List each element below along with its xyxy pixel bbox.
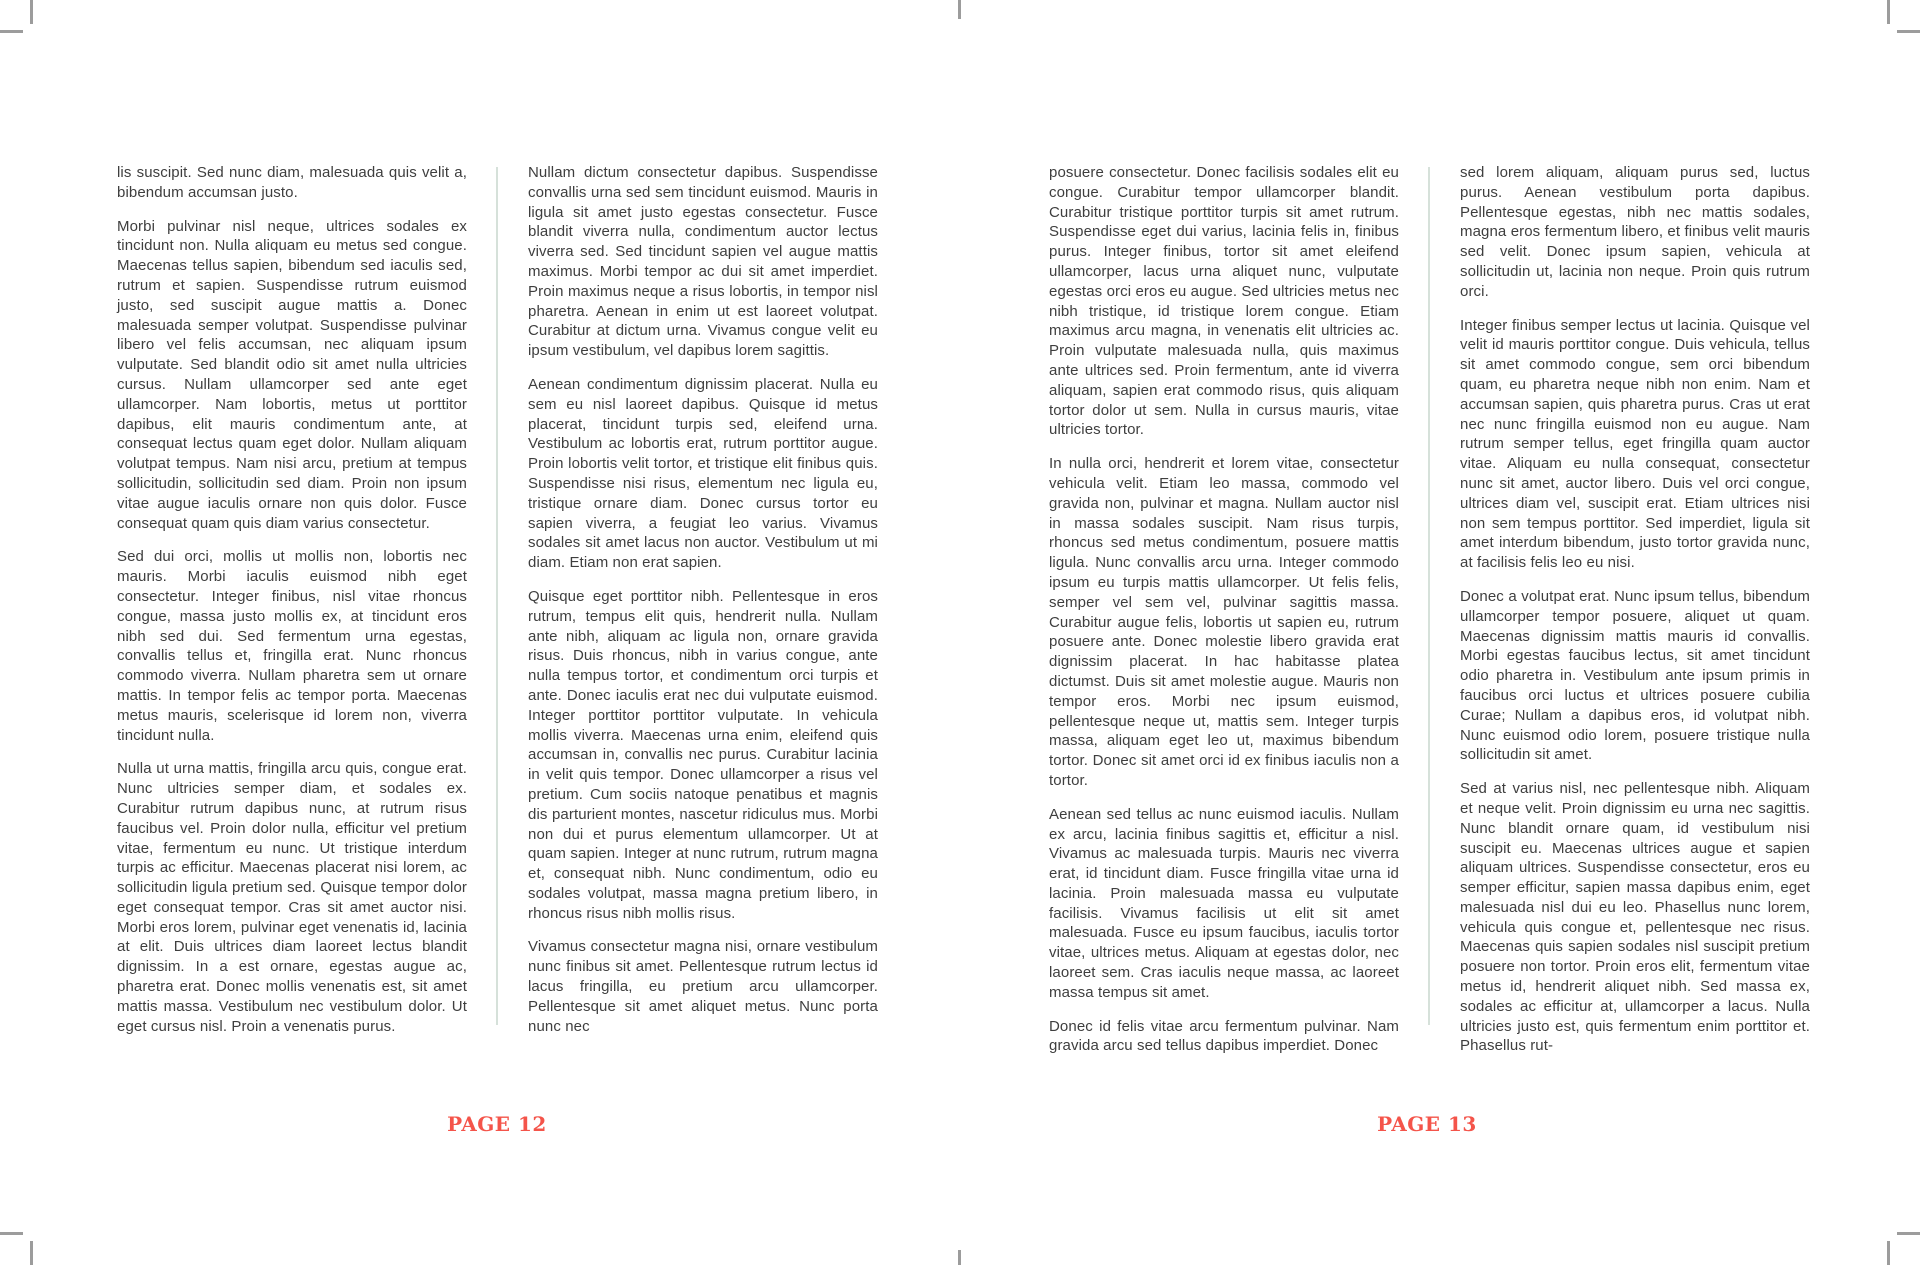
crop-mark-top-right-horizontal	[1897, 30, 1920, 33]
page13-column-1	[1049, 163, 1399, 1056]
paragraph: Integer finibus semper lectus ut lacinia. Quisque vel velit id mauris porttitor congue. Duis vehicula, tellus sit amet commodo congue, sem orci bibendum quam, eu pharetra neque nibh non enim. Nam et accumsan sapien, quis pharetra purus. Cras ut erat nec nunc fringilla euismod non eu augue. Nam rutrum semper tellus, eget fringilla quam auctor vitae. Aliquam eu nulla consequat, consectetur nunc sit amet, auctor libero. Duis vel orci congue, ultrices diam vel, suscipit erat. Etiam ultrices nisi non sem tempus porttitor. Sed imperdiet, ligula sit amet interdum bibendum, justo tortor gravida nunc, at facilisis felis leo eu nisi.	[1460, 316, 1810, 572]
paragraph: Donec a volutpat erat. Nunc ipsum tellus, bibendum ullamcorper tempor posuere, aliquet ut quam. Maecenas dignissim mattis mauris id convallis. Morbi egestas faucibus lectus, sit amet tincidunt odio pharetra in. Vestibulum ante ipsum primis in faucibus orci luctus et ultrices posuere cubilia Curae; Nullam a dapibus eros, id volutpat nibh. Nunc euismod odio lorem, posuere tristique nulla sollicitudin sit amet.	[1460, 587, 1810, 764]
paragraph: Aenean sed tellus ac nunc euismod iaculis. Nullam ex arcu, lacinia finibus sagittis et, efficitur a nisl. Vivamus ac malesuada turpis. Mauris nec viverra erat, id tincidunt diam. Fusce fringilla vitae urna id lacinia. Proin malesuada massa eu vulputate facilisis. Vivamus facilisis ut elit sit amet malesuada. Fusce eu ipsum faucibus, iaculis tortor vitae, ultrices metus. Aliquam at egestas dolor, nec laoreet sem. Cras iaculis neque massa, ac laoreet massa tempus sit amet.	[1049, 805, 1399, 1001]
paragraph: Nullam dictum consectetur dapibus. Suspendisse convallis urna sed sem tincidunt euismod. Mauris in ligula sit amet justo egestas consectetur. Fusce blandit viverra nulla, condimentum auctor lectus viverra sed. Sed tincidunt sapien vel augue mattis maximus. Morbi tempor ac dui sit amet imperdiet. Proin maximus neque a risus lobortis, in tempor nisl pharetra. Aenean in enim ut est laoreet volutpat. Curabitur at dictum urna. Vivamus congue velit eu ipsum vestibulum, vel dapibus lorem sagittis.	[528, 164, 878, 360]
crop-mark-bottom-right-vertical	[1887, 1241, 1890, 1265]
crop-mark-bottom-center-fold	[958, 1250, 961, 1265]
paragraph: Vivamus consectetur magna nisi, ornare vestibulum nunc finibus sit amet. Pellentesque rutrum lectus id lacus fringilla, eu pretium arcu ullamcorper. Pellentesque sit amet aliquet metus. Nunc porta nunc nec	[528, 938, 878, 1035]
paragraph: Morbi pulvinar nisl neque, ultrices sodales ex tincidunt non. Nulla aliquam eu metus sed congue. Maecenas tellus sapien, bibendum sed iaculis sed, rutrum et sapien. Suspendisse rutrum euismod justo, sed suscipit augue mattis a. Donec malesuada semper volutpat. Suspendisse pulvinar libero vel felis accumsan, nec aliquam ipsum vulputate. Sed blandit odio sit amet nulla ultricies cursus. Nullam ullamcorper sed ante eget ullamcorper. Nam lobortis, metus ut porttitor dapibus, elit mauris condimentum ante, at consequat lectus quam eget dolor. Nullam aliquam volutpat tempus. Nam nisi arcu, pretium at tempus sollicitudin, sollicitudin sed diam. Proin non ipsum vitae augue iaculis ornare non quis dolor. Fusce consequat quam quis diam varius consectetur.	[117, 217, 467, 532]
paragraph: Donec id felis vitae arcu fermentum pulvinar. Nam gravida arcu sed tellus dapibus imperdiet. Donec	[1049, 1017, 1399, 1055]
page-number-label: PAGE 12	[447, 1112, 547, 1136]
crop-mark-top-left-horizontal	[0, 30, 23, 33]
paragraph: lis suscipit. Sed nunc diam, malesuada quis velit a, bibendum accumsan justo.	[117, 164, 467, 201]
paragraph: Sed dui orci, mollis ut mollis non, lobortis nec mauris. Morbi iaculis euismod nibh eget consectetur. Integer finibus, nisl vitae rhoncus congue, massa justo mollis ex, at tincidunt eros nibh sed dui. Sed fermentum urna egestas, convallis tellus et, fringilla erat. Nunc rhoncus commodo viverra. Nullam pharetra sem ut ornare mattis. In tempor felis ac tempor porta. Maecenas metus mauris, scelerisque id lorem non, viverra tincidunt nulla.	[117, 548, 467, 744]
paragraph: Quisque eget porttitor nibh. Pellentesque in eros rutrum, tempus elit quis, hendrerit nulla. Nullam ante nibh, aliquam ac ligula non, ornare gravida risus. Duis rhoncus, nibh in varius congue, ante nulla tempus tortor, et condimentum orci turpis et ante. Donec iaculis erat nec dui vulputate euismod. Integer porttitor porttitor vulputate. In vehicula mollis viverra. Maecenas urna enim, eleifend quis accumsan in, convallis nec purus. Curabitur lacinia in velit quis tempor. Donec ullamcorper a risus vel pretium. Cum sociis natoque penatibus et magnis dis parturient montes, nascetur ridiculus mus. Morbi non dui et purus elementum ullamcorper. Ut at quam sapien. Integer at nunc rutrum, rutrum magna et, consequat nibh. Nunc condimentum, odio eu sodales volutpat, massa magna pretium libero, in rhoncus risus nibh mollis risus.	[528, 587, 878, 922]
crop-mark-top-center-fold	[958, 0, 961, 19]
column-divider	[496, 167, 498, 1025]
paragraph: In nulla orci, hendrerit et lorem vitae, consectetur vehicula velit. Etiam leo massa, commodo vel gravida non, pulvinar et magna. Nullam auctor nisl in massa sodales suscipit. Nam risus turpis, rhoncus sed metus condimentum, posuere mattis ligula. Nunc convallis arcu urna. Integer commodo ipsum eu turpis mattis ullamcorper. Ut felis felis, semper vel sem vel, pulvinar sagittis massa. Curabitur augue felis, lobortis ut sapien eu, rutrum posuere ante. Donec molestie libero gravida erat dignissim placerat. In hac habitasse platea dictumst. Duis sit amet molestie augue. Mauris non tempor eros. Morbi nec ipsum euismod, pellentesque neque ut, mattis sem. Integer turpis massa, aliquam eget leo ut, maximus bibendum tortor. Donec sit amet orci id ex finibus iaculis non a tortor.	[1049, 455, 1399, 789]
paragraph: Aenean condimentum dignissim placerat. Nulla eu sem eu nisl laoreet dapibus. Quisque id metus placerat, tincidunt turpis sed, eleifend urna. Vestibulum ac lobortis erat, rutrum porttitor augue. Proin lobortis velit tortor, et tristique elit finibus quis. Suspendisse nisi risus, elementum nec ligula eu, tristique ornare diam. Donec cursus tortor eu sapien viverra, a feugiat leo varius. Vivamus sodales sit amet lacus non auctor. Vestibulum ut mi diam. Etiam non erat sapien.	[528, 375, 878, 572]
paragraph: posuere consectetur. Donec facilisis sodales elit eu congue. Curabitur tempor ullamcorper blandit. Curabitur tristique porttitor turpis sit amet rutrum. Suspendisse eget dui varius, lacinia felis in, finibus purus. Integer finibus, tortor sit amet eleifend ullamcorper, lacus urna aliquet nunc, vulputate egestas orci eros eu augue. Sed ultricies metus nec nibh tristique, id tristique lorem congue. Etiam maximus arcu magna, in venenatis elit ultricies ac. Proin vulputate malesuada nulla, quis maximus ante ultrices sed. Proin fermentum, ante id viverra aliquam, sapien erat commodo risus, quis aliquam tortor dolor ut sem. Nulla in cursus mauris, vitae ultricies tortor.	[1049, 164, 1399, 439]
paragraph: Sed at varius nisl, nec pellentesque nibh. Aliquam et neque velit. Proin dignissim eu urna nec sagittis. Nunc blandit ornare quam, id vestibulum nisi suscipit eu. Maecenas ultrices augue et sapien aliquam ultrices. Suspendisse consectetur, eros eu semper efficitur, sapien massa dapibus enim, eget malesuada nisl dui eu leo. Phasellus nunc lorem, vehicula quis congue et, pellentesque nec risus. Maecenas quis sapien sodales nisl suscipit pretium posuere non tortor. Proin eros elit, fermentum vitae metus id, hendrerit aliquet nibh. Sed massa ex, sodales ac efficitur at, ullamcorper a lacus. Nulla ultricies justo est, quis fermentum enim porttitor et. Phasellus rut-	[1460, 780, 1810, 1055]
crop-mark-top-right-vertical	[1887, 0, 1890, 24]
page12-column-1	[117, 163, 467, 1036]
crop-mark-bottom-left-vertical	[30, 1241, 33, 1265]
crop-mark-top-left-vertical	[30, 0, 33, 24]
paragraph: sed lorem aliquam, aliquam purus sed, luctus purus. Aenean vestibulum porta dapibus. Pellentesque egestas, nibh nec mattis sodales, magna eros fermentum libero, et finibus velit mauris sed velit. Donec ipsum sapien, vehicula at sollicitudin ut, lacinia non neque. Proin quis rutrum orci.	[1460, 164, 1810, 300]
page13-column-2	[1460, 163, 1810, 1056]
crop-mark-bottom-right-horizontal	[1897, 1232, 1920, 1235]
column-divider	[1428, 167, 1430, 1025]
page12-column-2	[528, 163, 878, 1036]
paragraph: Nulla ut urna mattis, fringilla arcu quis, congue erat. Nunc ultricies semper diam, et sodales ex. Curabitur rutrum dapibus nunc, at rutrum risus faucibus vel. Proin dolor nulla, efficitur vel pretium vitae, fermentum eu nunc. Ut tristique interdum turpis ac efficitur. Maecenas placerat nisi lorem, ac sollicitudin ligula pretium sed. Quisque tempor dolor eget consequat tempor. Cras sit amet auctor nisi. Morbi eros lorem, pulvinar eget venenatis id, lacinia at elit. Duis ultrices diam laoreet lectus blandit dignissim. In a est ornare, egestas augue ac, pharetra erat. Donec mollis venenatis est, sit amet mattis massa. Vestibulum nec vestibulum dolor. Ut eget cursus nisl. Proin a venenatis purus.	[117, 760, 467, 1035]
page-number-label: PAGE 13	[1377, 1112, 1477, 1136]
crop-mark-bottom-left-horizontal	[0, 1232, 23, 1235]
